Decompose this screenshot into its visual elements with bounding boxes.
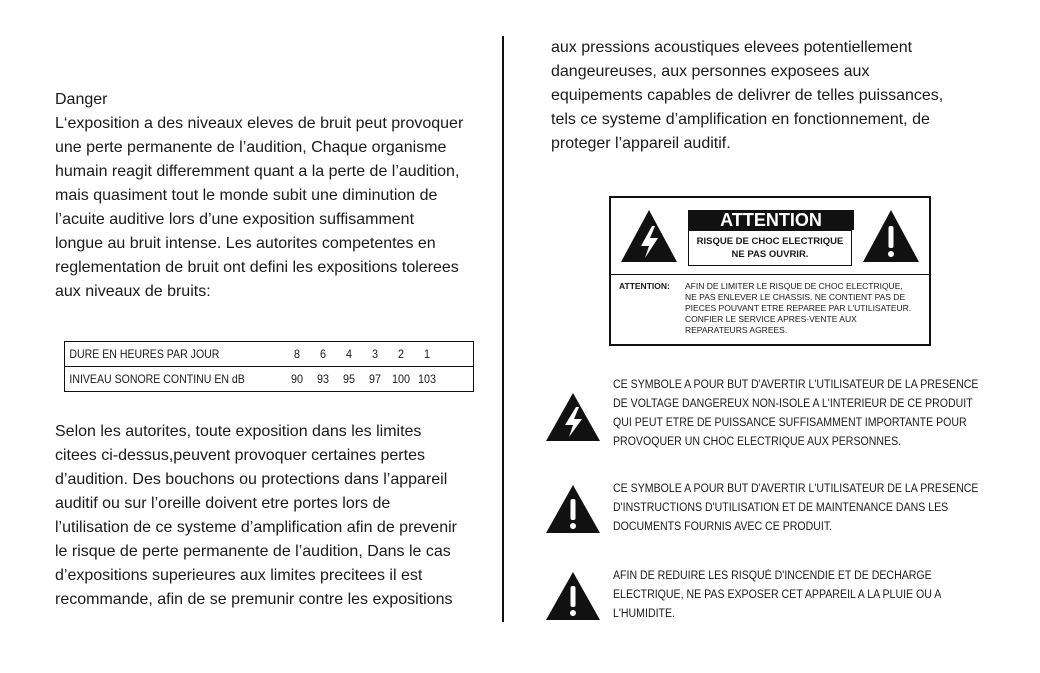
text-line: DOCUMENTS FOURNIS AVEC CE PRODUIT. <box>613 521 833 533</box>
text-line: Selon les autorites, toute exposition dans les limites <box>55 423 422 440</box>
text-line: recommande, afin de se premunir contre les expositions <box>55 591 453 608</box>
text-line: une perte permanente de l’audition, Chaque organisme <box>55 139 447 156</box>
exclamation-triangle-icon <box>545 484 601 534</box>
noise-exposure-table <box>64 341 474 392</box>
column-divider <box>502 36 504 622</box>
table-cell: 100 <box>391 372 411 386</box>
table-cell: 95 <box>342 372 356 386</box>
lightning-triangle-icon <box>545 392 601 442</box>
text-line: AFIN DE LIMITER LE RISQUE DE CHOC ELECTRIQUE, <box>685 281 903 291</box>
text-line: L'HUMIDITE. <box>613 608 675 620</box>
table-cell: 103 <box>417 372 437 386</box>
attention-warning-label <box>609 196 931 346</box>
symbol-text <box>613 376 978 452</box>
table-cell: 4 <box>345 347 353 361</box>
text-line: PROVOQUER UN CHOC ELECTRIQUE AUX PERSONNES. <box>613 436 902 448</box>
text-line: mais quasiment tout le monde subit une diminution de <box>55 187 438 204</box>
table-row <box>65 342 473 366</box>
table-cell: 1 <box>423 347 431 361</box>
text-line: PIECES POUVANT ETRE REPAREE PAR L'UTILISATEUR. <box>685 303 912 313</box>
text-line: AFIN DE REDUIRE LES RISQUÉ D'INCENDIE ET DE DECHARGE <box>613 570 932 582</box>
table-cell: 97 <box>368 372 382 386</box>
text-line: reglementation de bruit ont defini les expositions tolerees <box>55 259 459 276</box>
text-line: d’expositions superieures aux limites precitees il est <box>55 567 423 584</box>
symbol-text <box>613 567 941 624</box>
text-line: QUI PEUT ETRE DE PUISSANCE SUFFISAMMENT IMPORTANTE POUR <box>613 417 967 429</box>
warning-header <box>611 198 929 275</box>
hours-label: DURE EN HEURES PAR JOUR <box>69 347 220 361</box>
recommendation-paragraph <box>55 420 457 612</box>
text-line: dangeureuses, aux personnes exposees aux <box>551 63 870 80</box>
attention-lead: ATTENTION: <box>619 281 670 291</box>
text-line: D'INSTRUCTIONS D'UTILISATION ET DE MAINTENANCE DANS LES <box>613 502 949 514</box>
text-line: ELECTRIQUE, NE PAS EXPOSER CET APPAREIL A LA PLUIE OU A <box>613 589 942 601</box>
danger-paragraph <box>55 112 495 304</box>
text-line: l’utilisation de ce systeme d’amplification afin de prevenir <box>55 519 457 536</box>
hours-values <box>284 347 440 361</box>
warning-text <box>685 281 921 336</box>
text-line: proteger l’appareil auditif. <box>551 135 731 152</box>
text-line: humain reagit differemment quant a la perte de l’audition, <box>55 163 460 180</box>
warning-body <box>611 275 929 342</box>
table-cell: 3 <box>371 347 379 361</box>
text-line: DE VOLTAGE DANGEREUX NON-ISOLE A L'INTERIEUR DE CE PRODUIT <box>613 398 973 410</box>
table-cell: 90 <box>290 372 304 386</box>
attention-title: ATTENTION <box>688 210 854 230</box>
symbol-text <box>613 480 978 537</box>
text-line: longue au bruit intense. Les autorites competentes en <box>55 235 436 252</box>
text-line: d’audition. Des bouchons ou protections dans l’appareil <box>55 471 448 488</box>
text-line: CE SYMBOLE A POUR BUT D'AVERTIR L'UTILISATEUR DE LA PRESENCE <box>613 483 979 495</box>
text-line: CONFIER LE SERVICE APRES-VENTE AUX <box>685 314 857 324</box>
attention-subtitle <box>688 230 852 266</box>
text-line: L‘exposition a des niveaux eleves de bruit peut provoquer <box>55 115 464 132</box>
text-line: NE PAS ENLEVER LE CHASSIS. NE CONTIENT PAS DE <box>685 292 906 302</box>
db-values <box>284 372 440 386</box>
table-cell: 6 <box>319 347 327 361</box>
exclamation-triangle-icon <box>861 208 921 264</box>
table-row <box>65 366 473 391</box>
text-line: aux niveaux de bruits: <box>55 283 211 300</box>
text-line: CE SYMBOLE A POUR BUT D'AVERTIR L'UTILISATEUR DE LA PRESENCE <box>613 379 979 391</box>
table-cell: 93 <box>316 372 330 386</box>
text-line: l’acuite auditive lors d’une exposition suffisamment <box>55 211 415 228</box>
text-line: aux pressions acoustiques elevees potentiellement <box>551 39 913 56</box>
do-not-open-text: NE PAS OUVRIR. <box>731 249 809 260</box>
text-line: citees ci-dessus,peuvent provoquer certaines pertes <box>55 447 425 464</box>
lightning-triangle-icon <box>619 208 679 264</box>
shock-risk-text: RISQUE DE CHOC ELECTRIQUE <box>696 236 844 247</box>
danger-heading: Danger <box>55 91 108 108</box>
text-line: le risque de perte permanente de l’audition, Dans le cas <box>55 543 451 560</box>
text-line: equipements capables de delivrer de telles puissances, <box>551 87 944 104</box>
text-line: REPARATEURS AGREES. <box>685 325 788 335</box>
db-label: INIVEAU SONORE CONTINU EN dB <box>69 372 245 386</box>
exclamation-triangle-icon <box>545 571 601 621</box>
left-column <box>55 88 495 304</box>
text-line: tels ce systeme d’amplification en fonctionnement, de <box>551 111 930 128</box>
table-cell: 8 <box>293 347 301 361</box>
continuation-paragraph <box>551 36 943 156</box>
table-cell: 2 <box>397 347 405 361</box>
text-line: auditif ou sur l’oreille doivent etre portes lors de <box>55 495 391 512</box>
